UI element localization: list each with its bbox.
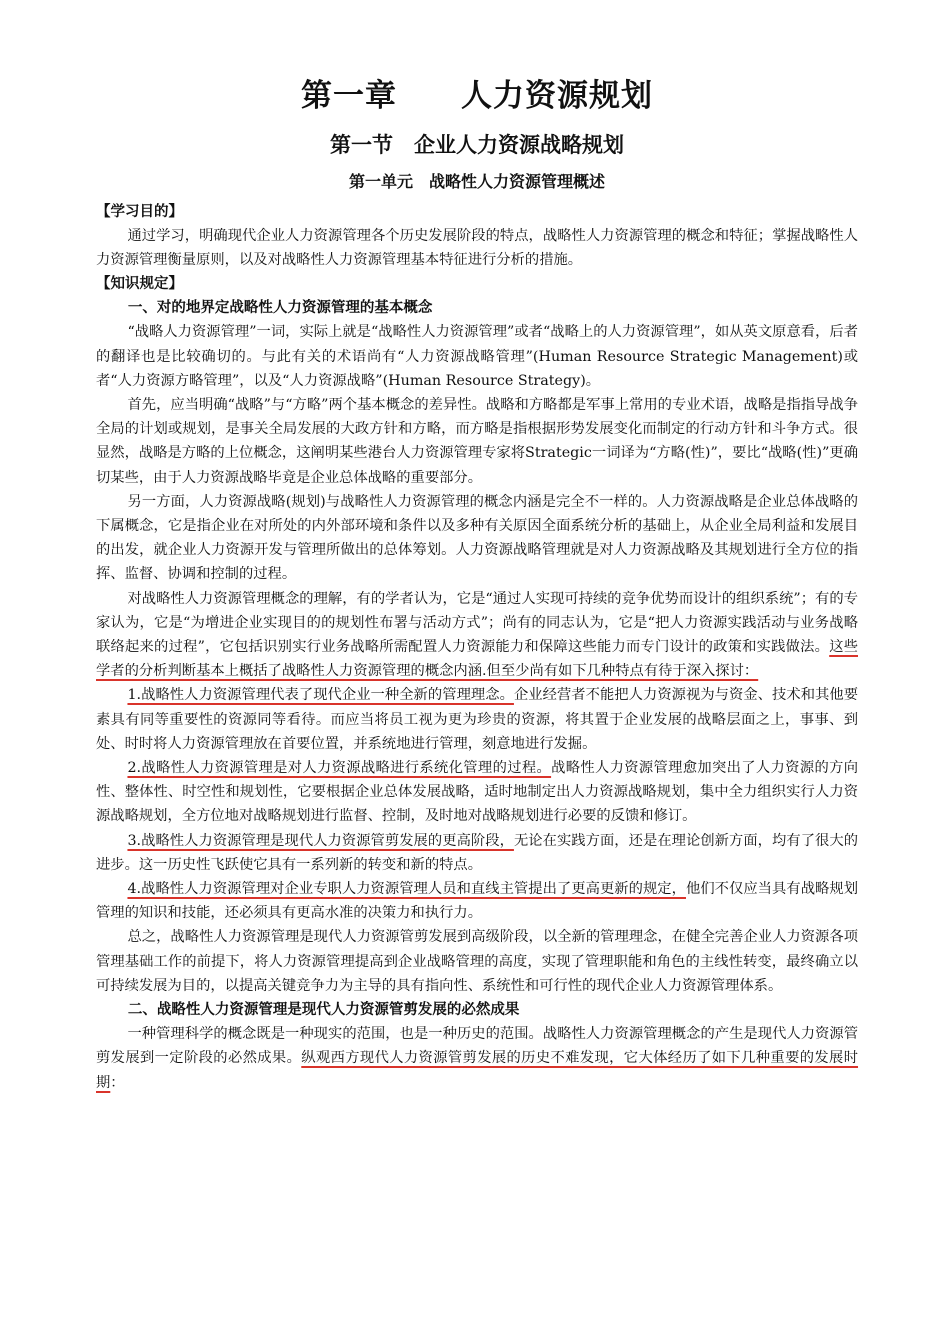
point-1-text: 企业经营者不能把人力资源视为与资金、技术和其他要素具有同等重要性的资源同等看待。而应当将员工视为更为珍贵的资源，将其置于企业发展的战略层面之上，事事、到处、时时将人力资源管理放在首要位置，并系统地进行管理，刻意地进行发掘。 bbox=[96, 687, 859, 752]
point-2-headline: 2.战略性人力资源管理是对人力资源战略进行系统化管理的过程。 bbox=[127, 760, 552, 777]
point-3-text: 无论在实践方面，还是在理论创新方面，均有了很大的进步。这一历史性飞跃使它具有一系列新的转变和新的特点。 bbox=[96, 832, 859, 873]
unit-title: 第一单元 战略性人力资源管理概述 bbox=[348, 172, 605, 191]
chapter-title: 第一章 人力资源规划 bbox=[301, 78, 653, 114]
point-4 bbox=[96, 877, 858, 925]
paragraph-3: 另一方面，人力资源战略(规划)与战略性人力资源管理的概念内涵是完全不一样的。人力资源战略是企业总体战略的下属概念，它是指企业在对所处的内外部环境和条件以及多种有关原因全面系统分析的基础上，从企业全局利益和发展目的出发，就企业人力资源开发与管理所做出的总体筹划。人力资源战略管理就是对人力资源战略及其规划进行全方位的指挥、监督、协调和控制的过程。 bbox=[96, 493, 858, 583]
underlined-sentence: 这些学者的分析判断基本上概括了战略性人力资源管理的概念内涵.但至少尚有如下几种特点有待于深入探讨： bbox=[96, 639, 858, 680]
paragraph-6-end: ： bbox=[110, 1074, 125, 1091]
heading-two: 二、战略性人力资源管理是现代人力资源管剪发展的必然成果 bbox=[127, 1002, 520, 1019]
point-4-headline: 4.战略性人力资源管理对企业专职人力资源管理人员和直线主管提出了更高更新的规定， bbox=[127, 881, 686, 898]
knowledge-label: 【知识规定】 bbox=[96, 276, 183, 293]
paragraph-6-underlined: 纵观西方现代人力资源管剪发展的历史不难发现，它大体经历了如下几种重要的发展时期 bbox=[96, 1050, 859, 1091]
point-3 bbox=[96, 829, 858, 877]
point-4-text: 他们不仅应当具有战略规划管理的知识和技能，还必须具有更高水准的决策力和执行力。 bbox=[96, 881, 858, 922]
point-2 bbox=[96, 756, 858, 829]
paragraph-6-text: 一种管理科学的概念既是一种现实的范围，也是一种历史的范围。战略性人力资源管理概念的产生是现代人力资源管剪发展到一定阶段的必然成果。 bbox=[96, 1026, 858, 1067]
learning-goal-label: 【学习目的】 bbox=[96, 204, 183, 220]
paragraph-4-text: 对战略性人力资源管理概念的理解，有的学者认为，它是“通过人实现可持续的竞争优势而设计的组织系统”；有的专家认为，它是“为增进企业实现目的的规划性布署与活动方式”；尚有的同志认为，它是“把人力资源实践活动与业务战略联络起来的过程”，它包括识别实行业务战略所需配置人力资源能力和保障这些能力而专门设计的政策和实践做法。 bbox=[96, 590, 858, 656]
paragraph-summary: 总之，战略性人力资源管理是现代人力资源管剪发展到高级阶段，以全新的管理理念，在健全完善企业人力资源各项管理基础工作的前提下，将人力资源管理提高到企业战略管理的高度，实现了管理职能和角色的主线性转变，最终确立以可持续发展为目的，以提高关键竞争力为主导的具有指向性、系统性和可行性的现代企业人力资源管理体系。 bbox=[96, 929, 858, 994]
paragraph-1: “战略人力资源管理”一词，实际上就是“战略性人力资源管理”或者“战略上的人力资源管理”，如从英文原意看，后者的翻译也是比较确切的。与此有关的术语尚有“人力资源战略管理”(Human Resource Strategic Management)或者“人力资源方略管理”，以及“人力资源战略”(Human Resource Strategy)。 bbox=[96, 324, 858, 389]
point-3-headline: 3.战略性人力资源管理是现代人力资源管剪发展的更高阶段， bbox=[127, 832, 514, 849]
section-title: 第一节 企业人力资源战略规划 bbox=[330, 133, 624, 157]
paragraph-2: 首先，应当明确“战略”与“方略”两个基本概念的差异性。战略和方略都是军事上常用的专业术语，战略是指指导战争全局的计划或规划，是事关全局发展的大政方针和方略，而方略是指根据形势发展变化而制定的行动方针和斗争方式。很显然，战略是方略的上位概念，这阐明某些港台人力资源管理专家将Strategic一词译为“方略(性)”，要比“战略(性)”更确切某些，由于人力资源战略毕竟是企业总体战略的重要部分。 bbox=[96, 397, 858, 486]
point-2-text: 战略性人力资源管理愈加突出了人力资源的方向性、整体性、时空性和规划性，它要根据企业总体发展战略，适时地制定出人力资源战略规划，集中全力组织实行人力资源战略规划，全方位地对战略规划进行监督、控制，及时地对战略规划进行必要的反馈和修订。 bbox=[96, 760, 859, 825]
learning-goal-text: 通过学习，明确现代企业人力资源管理各个历史发展阶段的特点，战略性人力资源管理的概念和特征；掌握战略性人力资源管理衡量原则，以及对战略性人力资源管理基本特征进行分析的措施。 bbox=[96, 228, 858, 269]
point-1 bbox=[96, 683, 858, 756]
paragraph-4 bbox=[96, 587, 858, 684]
point-1-headline: 1.战略性人力资源管理代表了现代企业一种全新的管理理念。 bbox=[127, 687, 514, 704]
paragraph-6 bbox=[96, 1022, 858, 1095]
heading-one: 一、对的地界定战略性人力资源管理的基本概念 bbox=[127, 300, 433, 317]
